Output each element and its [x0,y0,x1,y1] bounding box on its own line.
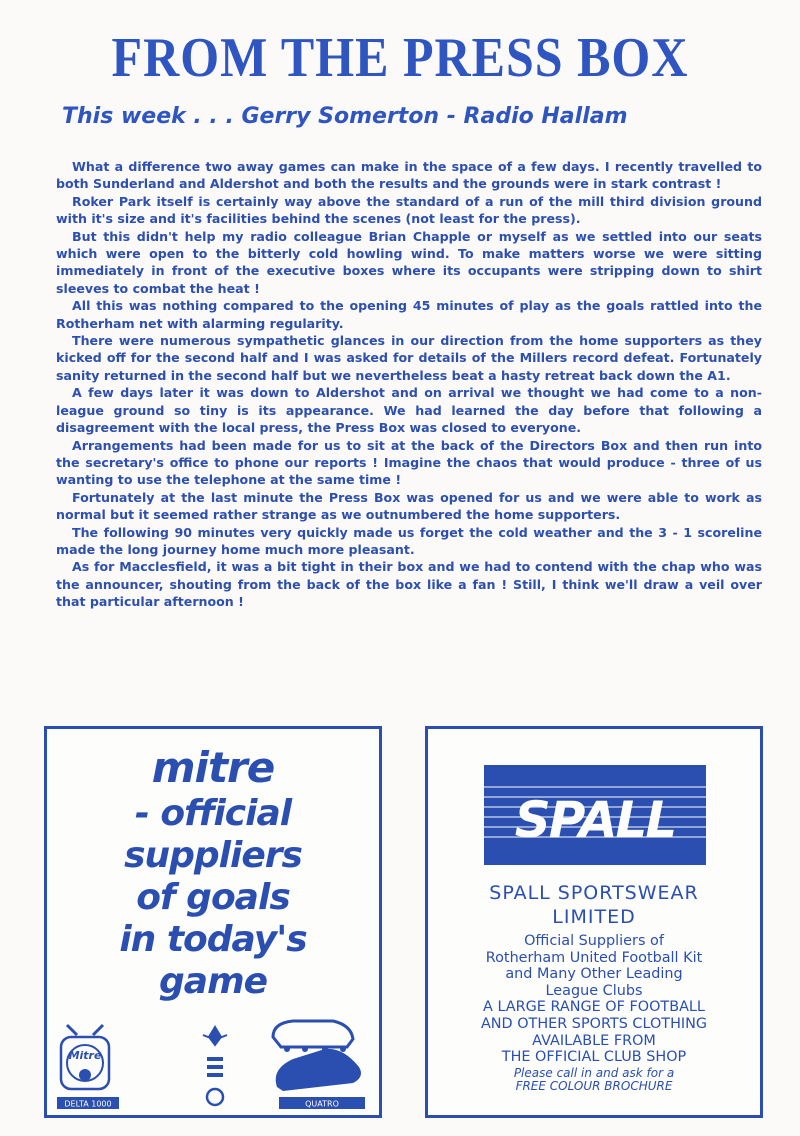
mitre-ball-label: Mitre [68,1049,102,1062]
mitre-slogan-line: game [159,961,267,1002]
spall-company-name: SPALL SPORTSWEAR LIMITED [489,882,699,928]
product-label-right: QUATRO [305,1099,339,1109]
article-paragraph: Fortunately at the last minute the Press Box was opened for us and we were able to work as normal but it seemed rather strange as we outnumbered the home supporters. [56,489,762,523]
england-emblem-icon [203,1027,227,1105]
article-paragraph: Roker Park itself is certainly way above the standard of a run of the mill third division ground with it's size and it's facilities behind the scenes (not least for the press). [56,193,762,227]
article-paragraph: But this didn't help my radio colleague Brian Chapple or myself as we settled into our seats which were open to the bitterly cold howling wind. To make matters worse we were sitting immediately in front of the executive boxes where its occupants were stripping down to shirt sleeves to combat the heat ! [56,228,762,296]
article-subtitle: This week . . . Gerry Somerton - Radio Hallam [62,104,628,129]
mitre-logo: mitre [151,743,275,792]
article-paragraph: Arrangements had been made for us to sit at the back of the Directors Box and then run into the secretary's office to phone our reports ! Imagine the chaos that would produce - three of us wanting to use the telephone at the same time ! [56,437,762,488]
article-paragraph: All this was nothing compared to the opening 45 minutes of play as the goals rattled into the Rotherham net with alarming regularity. [56,298,762,331]
article-paragraph: What a difference two away games can make in the space of a few days. I recently travelled to both Sunderland and Aldershot and both the results and the grounds were in stark contrast ! [56,159,762,192]
spall-logo [484,765,706,865]
football-boots-icon [273,1021,365,1109]
article-paragraph: The following 90 minutes very quickly made us forget the cold weather and the 3 - 1 scoreline made the long journey home much more pleasant. [56,524,762,557]
spall-advert [425,726,763,1118]
mitre-slogan-line: in today's [119,919,307,960]
mitre-slogan-line: of goals [136,877,290,918]
mitre-advert [44,726,382,1118]
spall-logo-text: SPALL [514,791,676,849]
page-title: FROM THE PRESS BOX [111,25,689,89]
article-paragraph: As for Macclesfield, it was a bit tight in their box and we had to contend with the chap who was the announcer, shouting from the back of the box like a fan ! Still, I think we'll draw a veil over that particular afternoon ! [56,559,762,610]
article-body [56,158,762,611]
article-paragraph: There were numerous sympathetic glances in our direction from the home supporters as they kicked off for the second half and I was asked for details of the Millers record defeat. Fortunately sanity returned in the second half but we nevertheless beat a hasty retreat back down the A1. [56,333,762,383]
spall-description: Official Suppliers of Rotherham United Football Kit and Many Other Leading League Clubs A LARGE RANGE OF FOOTBALL AND OTHER SPORTS CLOTHING AVAILABLE FROM THE OFFICIAL CLUB SHOP [480,933,708,1066]
mitre-slogan-line: suppliers [124,835,302,876]
mitre-ball-icon [57,1025,119,1109]
product-label-left: DELTA 1000 [64,1099,112,1109]
mitre-products-illustration [55,1017,373,1113]
spall-brochure-note: Please call in and ask for a FREE COLOUR BROCHURE [513,1066,675,1093]
article-paragraph: A few days later it was down to Aldershot and on arrival we thought we had come to a non-league ground so tiny is its appearance. We had learned the day before that following a disagreement with the local press, the Press Box was closed to everyone. [56,385,762,436]
mitre-slogan-line: - official [134,793,292,834]
